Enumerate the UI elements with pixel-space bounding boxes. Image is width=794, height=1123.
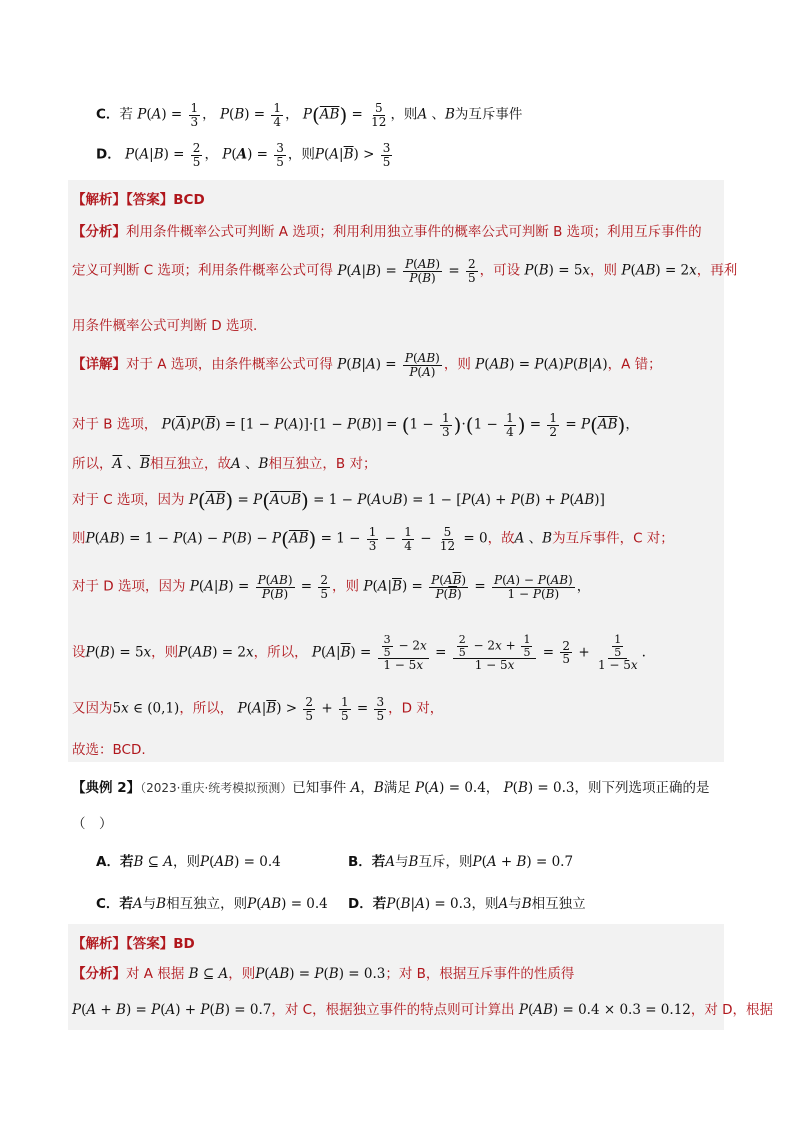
option-c: C．若 P(A) = $\frac{1}{3}$ ， P(B) = $\frac{1}{4}$ ， $P(\overline{AB})$ = $\frac{5}{12}$ ，则A 、B为互斥事件: [96, 101, 523, 129]
analysis-line-1: 【分析】利用条件概率公式可判断 A 选项；利用利用独立事件的概率公式可判断 B 选项；利用互斥事件的: [72, 224, 702, 240]
detail-line-7: 设P(B) = 5x，则P(AB) = 2x，所以， $P(A|\overline{B})$ = $\frac{3}{5}$ − 2x 1 − 5x = $\frac{2}{5}$ − 2x + $\frac{1}{5}$ 1 − 5x = $\frac{2}{5}$ + $\frac{\frac{1}{5}}{1 - 5x}$ .: [72, 633, 646, 673]
analysis-line-3: 用条件概率公式可判断 D 选项.: [72, 318, 258, 334]
example-2-option-b: B．若A与B互斥，则P(A + B) = 0.7: [348, 854, 574, 870]
example-2-paren: （ ）: [72, 816, 113, 832]
detail-line-3: 所以，$\overline{A}$ 、$\overline{B}$相互独立，故A 、B相互独立，B 对；: [72, 456, 377, 472]
detail-line-5: 则$P(AB) = 1 - P(A) - P(B) - P(\overline{AB}) = 1$ − $\frac{1}{3}$ − $\frac{1}{4}$ − $\frac{5}{12}$ = 0，故A 、B为互斥事件，C 对；: [72, 525, 674, 553]
detail-line-6: 对于 D 选项，因为 P(A|B) = $\frac{P(AB)}{P(B)}$ = $\frac{2}{5}$ ，则 $P(A|\overline{B})$ = $\frac{P(A\overline{B})}{P(\overline{B})}$ = $\frac{P(A) - P(AB)}{1 - P(B)}$ ，: [72, 573, 591, 601]
detail-line-9: 故选：BCD.: [72, 742, 146, 758]
example-2-option-c: C．若A与B相互独立，则P(AB) = 0.4: [96, 896, 328, 912]
answer-line-2: 【解析】【答案】BD: [72, 936, 195, 952]
detail-line-4: 对于 C 选项，因为 $P(\overline{AB})$ = P(A∪B) = 1 − P(A∪B) = 1 − [P(A) + P(B) + P(AB)]: [72, 488, 605, 513]
option-d: D． P(A|B) = $\frac{2}{5}$ ， P(A) = $\frac{3}{5}$ ，则$P(A|\overline{B})$ > $\frac{3}{5}$: [96, 141, 391, 169]
analysis-line-2: 定义可判断 C 选项；利用条件概率公式可得 P(A|B) = $\frac{P(AB)}{P(B)}$ = $\frac{2}{5}$ ，可设 P(B) = 5x，则 P(AB) = 2x，再利: [72, 257, 738, 285]
analysis-2-line-1: 【分析】对 A 根据 B ⊆ A，则P(AB) = P(B) = 0.3；对 B，根据互斥事件的性质得: [72, 966, 575, 982]
example-2-stem: 【典例 2】（2023·重庆·统考模拟预测）已知事件 A，B满足 P(A) = 0.4， P(B) = 0.3，则下列选项正确的是: [72, 780, 710, 796]
answer-line-1: 【解析】【答案】BCD: [72, 192, 205, 208]
analysis-2-line-2: P(A + B) = P(A) + P(B) = 0.7，对 C，根据独立事件的特点则可计算出 P(AB) = 0.4 × 0.3 = 0.12，对 D，根据: [72, 1002, 774, 1018]
detail-line-8: 又因为5x ∈ (0,1)，所以， $P(A|\overline{B})$ > $\frac{2}{5}$ + $\frac{1}{5}$ = $\frac{3}{5}$ ，D 对，: [72, 695, 444, 723]
detail-line-2: 对于 B 选项， $P(\overline{A})P(\overline{B}) = [1 - P(A)]\cdot[1 - P(B)] = (1$ − $\frac{1}{3}$ )·(1 − $\frac{1}{4}$ ) = $\frac{1}{2}$ = $P(\overline{AB})$，: [72, 411, 639, 439]
detail-line-1: 【详解】对于 A 选项，由条件概率公式可得 P(B|A) = $\frac{P(AB)}{P(A)}$ ，则 P(AB) = P(A)P(B|A)，A 错；: [72, 351, 662, 379]
example-2-option-d: D．若P(B|A) = 0.3，则A与B相互独立: [348, 896, 586, 912]
example-2-option-a: A．若B ⊆ A，则P(AB) = 0.4: [96, 854, 281, 870]
